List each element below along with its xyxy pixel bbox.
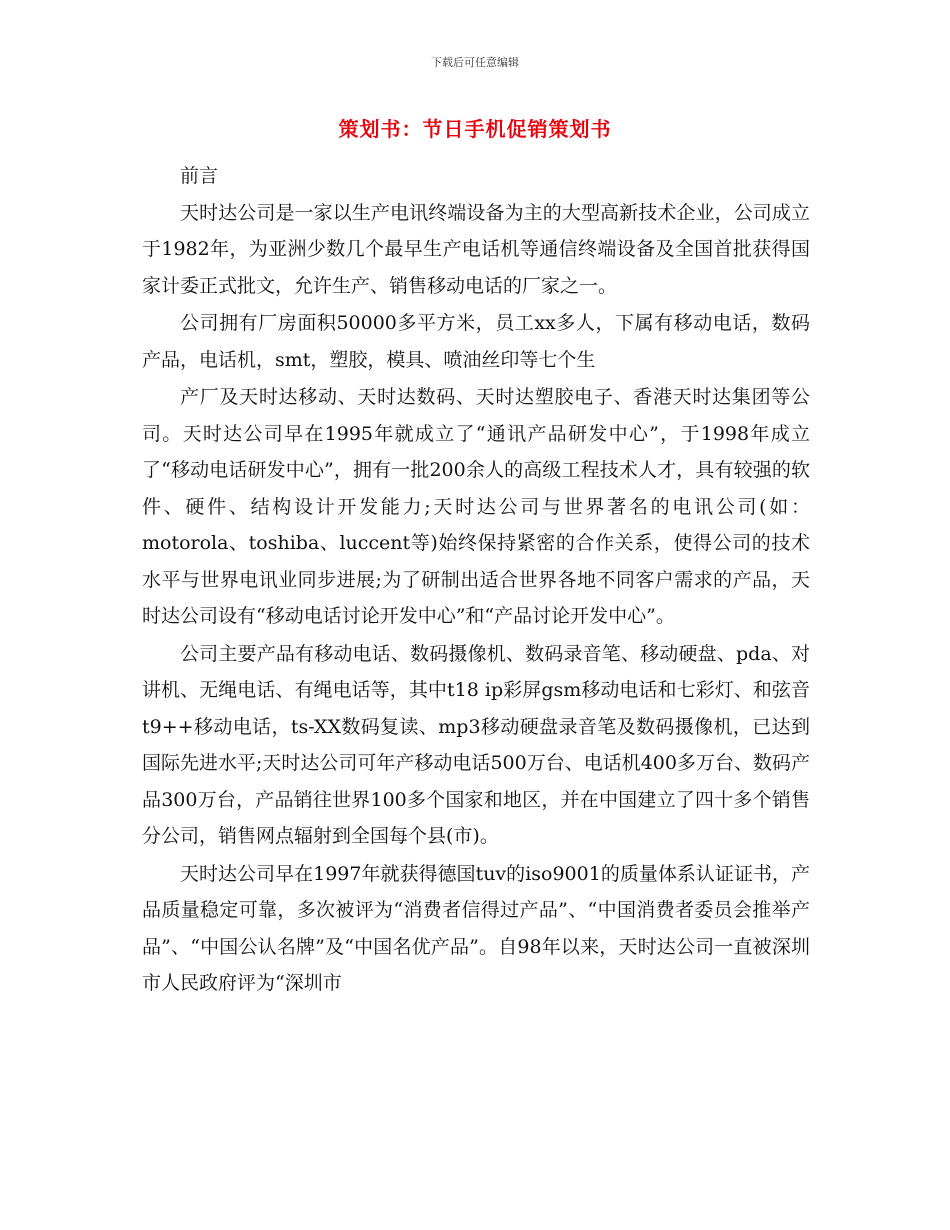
paragraph: 天时达公司早在1997年就获得德国tuv的iso9001的质量体系认证证书，产品质量稳定可靠，多次被评为“消费者信得过产品”、“中国消费者委员会推举产品”、“中国公认名牌”及“中国名优产品”。自98年以来，天时达公司一直被深圳市人民政府评为“深圳市 xyxy=(142,862,810,994)
header-note: 下载后可任意编辑 xyxy=(431,56,519,69)
section-heading-preface: 前言 xyxy=(180,165,219,187)
paragraph: 天时达公司是一家以生产电讯终端设备为主的大型高新技术企业，公司成立于1982年，为亚洲少数几个最早生产电话机等通信终端设备及全国首批获得国家计委正式批文，允许生产、销售移动电话的厂家之一。 xyxy=(142,201,810,297)
document-body xyxy=(142,158,810,1003)
document-title: 策划书：节日手机促销策划书 xyxy=(338,117,612,141)
paragraph: 公司拥有厂房面积50000多平方米，员工xx多人，下属有移动电话，数码产品，电话机，smt，塑胶，模具、喷油丝印等七个生 xyxy=(142,312,810,371)
paragraph: 公司主要产品有移动电话、数码摄像机、数码录音笔、移动硬盘、pda、对讲机、无绳电话、有绳电话等，其中t18 ip彩屏gsm移动电话和七彩灯、和弦音t9++移动电话，ts-XX数码复读、mp3移动硬盘录音笔及数码摄像机，已达到国际先进水平;天时达公司可年产移动电话500万台、电话机400多万台、数码产品300万台，产品销往世界100多个国家和地区，并在中国建立了四十多个销售分公司，销售网点辐射到全国每个县(市)。 xyxy=(142,642,810,847)
paragraph: 产厂及天时达移动、天时达数码、天时达塑胶电子、香港天时达集团等公司。天时达公司早在1995年就成立了“通讯产品研发中心”，于1998年成立了“移动电话研发中心”，拥有一批200余人的高级工程技术人才，具有较强的软件、硬件、结构设计开发能力;天时达公司与世界著名的电讯公司(如：motorola、toshiba、luccent等)始终保持紧密的合作关系，使得公司的技术水平与世界电讯业同步进展;为了研制出适合世界各地不同客户需求的产品，天时达公司设有“移动电话讨论开发中心”和“产品讨论开发中心”。 xyxy=(142,386,810,627)
